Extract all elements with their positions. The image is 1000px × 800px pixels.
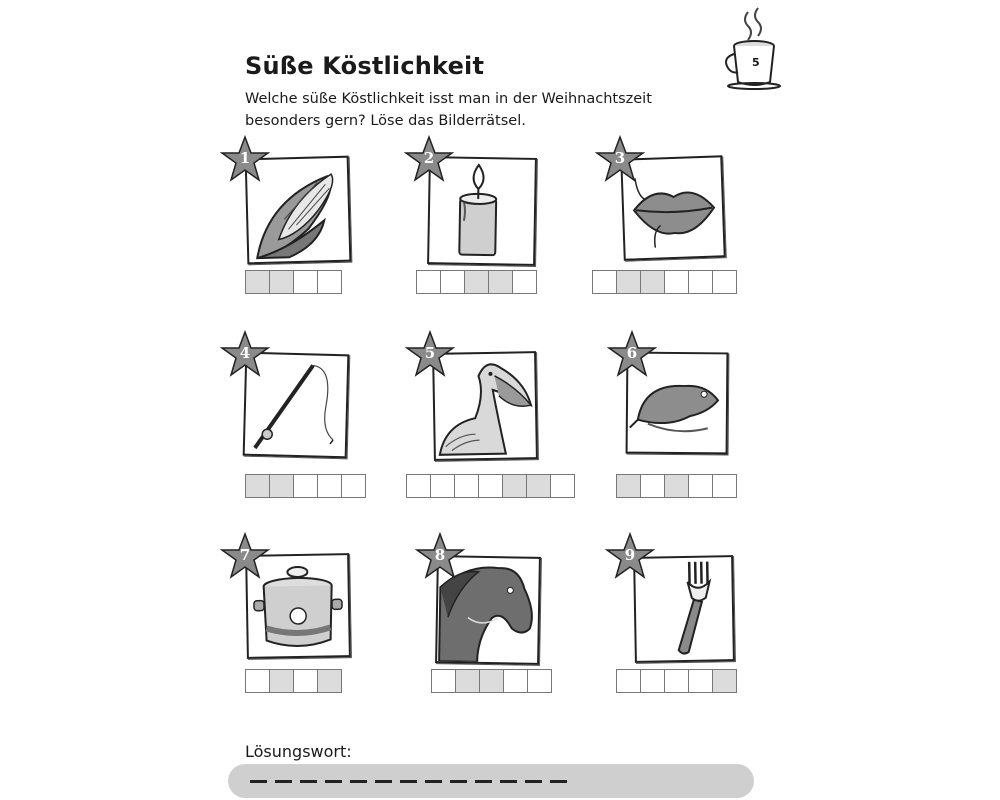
letter-boxes[interactable]	[245, 270, 341, 294]
letter-box[interactable]	[640, 669, 665, 693]
solution-dash[interactable]	[550, 780, 567, 783]
number-star	[405, 330, 455, 378]
letter-box[interactable]	[664, 669, 689, 693]
letter-boxes[interactable]	[431, 669, 551, 693]
solution-dash[interactable]	[250, 780, 267, 783]
letter-box-shaded[interactable]	[640, 270, 665, 294]
steaming-cup-icon	[722, 4, 786, 90]
letter-box[interactable]	[430, 474, 455, 498]
letter-box[interactable]	[293, 474, 318, 498]
letter-box-shaded[interactable]	[526, 474, 551, 498]
puzzle-number: 9	[624, 546, 636, 564]
letter-box[interactable]	[503, 669, 528, 693]
letter-box[interactable]	[293, 669, 318, 693]
letter-box-shaded[interactable]	[317, 669, 342, 693]
letter-box[interactable]	[416, 270, 441, 294]
solution-dash[interactable]	[325, 780, 342, 783]
letter-box[interactable]	[341, 474, 366, 498]
letter-box[interactable]	[440, 270, 465, 294]
letter-box[interactable]	[616, 669, 641, 693]
letter-box-shaded[interactable]	[712, 669, 737, 693]
letter-box-shaded[interactable]	[502, 474, 527, 498]
letter-box[interactable]	[293, 270, 318, 294]
letter-box[interactable]	[640, 474, 665, 498]
letter-box[interactable]	[712, 474, 737, 498]
letter-box-shaded[interactable]	[455, 669, 480, 693]
letter-boxes[interactable]	[245, 669, 341, 693]
letter-box[interactable]	[317, 474, 342, 498]
letter-boxes[interactable]	[245, 474, 365, 498]
letter-box[interactable]	[688, 669, 713, 693]
number-star	[595, 135, 645, 183]
letter-box[interactable]	[664, 270, 689, 294]
puzzle-number: 5	[424, 344, 436, 362]
solution-dash[interactable]	[300, 780, 317, 783]
letter-box[interactable]	[527, 669, 552, 693]
letter-box-shaded[interactable]	[245, 474, 270, 498]
letter-boxes[interactable]	[616, 669, 736, 693]
letter-box-shaded[interactable]	[245, 270, 270, 294]
letter-box-shaded[interactable]	[269, 270, 294, 294]
letter-box-shaded[interactable]	[479, 669, 504, 693]
letter-box[interactable]	[592, 270, 617, 294]
solution-dash[interactable]	[275, 780, 292, 783]
letter-box[interactable]	[454, 474, 479, 498]
puzzle-number: 1	[239, 149, 251, 167]
letter-box[interactable]	[512, 270, 537, 294]
solution-dash[interactable]	[450, 780, 467, 783]
puzzle-number: 3	[614, 149, 626, 167]
letter-box-shaded[interactable]	[664, 474, 689, 498]
number-star	[404, 135, 454, 183]
number-star	[220, 135, 270, 183]
letter-box-shaded[interactable]	[616, 270, 641, 294]
letter-box[interactable]	[550, 474, 575, 498]
letter-boxes[interactable]	[592, 270, 736, 294]
letter-box-shaded[interactable]	[464, 270, 489, 294]
page-number: 5	[752, 56, 760, 69]
letter-boxes[interactable]	[616, 474, 736, 498]
solution-dash[interactable]	[500, 780, 517, 783]
letter-box-shaded[interactable]	[269, 474, 294, 498]
letter-box[interactable]	[245, 669, 270, 693]
puzzle-number: 7	[239, 546, 251, 564]
letter-box[interactable]	[317, 270, 342, 294]
instructions-text: Welche süße Köstlichkeit isst man in der Weihnachtszeit besonders gern? Löse das Bilderrätsel.	[245, 91, 652, 129]
page-title: Süße Köstlichkeit	[245, 52, 485, 80]
letter-box[interactable]	[712, 270, 737, 294]
puzzle-number: 4	[239, 344, 251, 362]
solution-dash[interactable]	[475, 780, 492, 783]
letter-box[interactable]	[478, 474, 503, 498]
solution-label: Lösungswort:	[245, 742, 352, 761]
letter-box-shaded[interactable]	[269, 669, 294, 693]
number-star	[607, 330, 657, 378]
number-star	[415, 532, 465, 580]
solution-dash[interactable]	[350, 780, 367, 783]
number-star	[605, 532, 655, 580]
letter-box[interactable]	[431, 669, 456, 693]
letter-boxes[interactable]	[406, 474, 574, 498]
puzzle-number: 8	[434, 546, 446, 564]
number-star	[220, 330, 270, 378]
solution-dash[interactable]	[425, 780, 442, 783]
letter-boxes[interactable]	[416, 270, 536, 294]
puzzle-number: 6	[626, 344, 638, 362]
letter-box[interactable]	[688, 474, 713, 498]
letter-box-shaded[interactable]	[488, 270, 513, 294]
puzzle-number: 2	[423, 149, 435, 167]
number-star	[220, 532, 270, 580]
letter-box-shaded[interactable]	[616, 474, 641, 498]
solution-dash[interactable]	[400, 780, 417, 783]
solution-dash[interactable]	[525, 780, 542, 783]
solution-answer-line[interactable]	[250, 780, 567, 783]
letter-box[interactable]	[406, 474, 431, 498]
solution-dash[interactable]	[375, 780, 392, 783]
letter-box[interactable]	[688, 270, 713, 294]
